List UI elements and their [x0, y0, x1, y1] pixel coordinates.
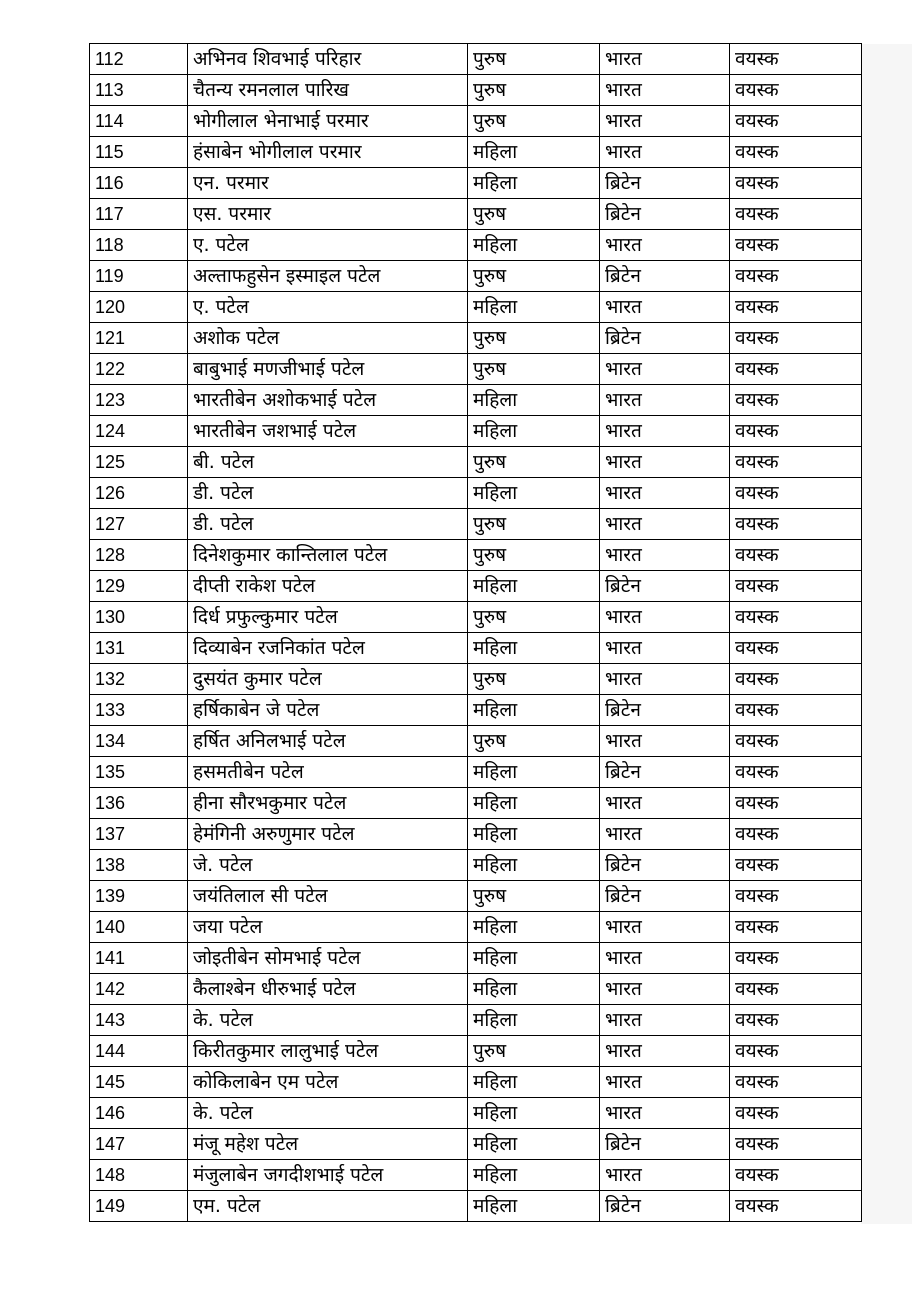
age-category-cell: वयस्क	[730, 850, 862, 881]
person-name: हर्षित अनिलभाई पटेल	[188, 726, 468, 757]
country-cell: भारत	[600, 106, 730, 137]
table-row	[90, 602, 862, 633]
row-number: 113	[90, 75, 188, 106]
age-category-cell: वयस्क	[730, 44, 862, 75]
row-number: 131	[90, 633, 188, 664]
row-number: 148	[90, 1160, 188, 1191]
country-cell: ब्रिटेन	[600, 881, 730, 912]
row-number: 129	[90, 571, 188, 602]
age-category-cell: वयस्क	[730, 416, 862, 447]
gender-cell: पुरुष	[468, 323, 600, 354]
table-row	[90, 540, 862, 571]
person-name: जे. पटेल	[188, 850, 468, 881]
person-name: भारतीबेन जशभाई पटेल	[188, 416, 468, 447]
table-row	[90, 1098, 862, 1129]
row-number: 137	[90, 819, 188, 850]
table-row	[90, 323, 862, 354]
table-row	[90, 633, 862, 664]
country-cell: भारत	[600, 385, 730, 416]
country-cell: भारत	[600, 416, 730, 447]
country-cell: ब्रिटेन	[600, 1191, 730, 1222]
country-cell: ब्रिटेन	[600, 168, 730, 199]
country-cell: भारत	[600, 912, 730, 943]
gender-cell: महिला	[468, 819, 600, 850]
row-number: 146	[90, 1098, 188, 1129]
row-number: 127	[90, 509, 188, 540]
table-row	[90, 974, 862, 1005]
gender-cell: महिला	[468, 571, 600, 602]
country-cell: भारत	[600, 1160, 730, 1191]
gender-cell: महिला	[468, 292, 600, 323]
country-cell: भारत	[600, 1005, 730, 1036]
row-number: 122	[90, 354, 188, 385]
country-cell: भारत	[600, 230, 730, 261]
table-row	[90, 695, 862, 726]
person-name: अभिनव शिवभाई परिहार	[188, 44, 468, 75]
age-category-cell: वयस्क	[730, 106, 862, 137]
age-category-cell: वयस्क	[730, 354, 862, 385]
country-cell: भारत	[600, 819, 730, 850]
age-category-cell: वयस्क	[730, 974, 862, 1005]
gender-cell: महिला	[468, 1005, 600, 1036]
gender-cell: पुरुष	[468, 1036, 600, 1067]
gender-cell: महिला	[468, 912, 600, 943]
age-category-cell: वयस्क	[730, 1160, 862, 1191]
table-row	[90, 447, 862, 478]
table-row	[90, 571, 862, 602]
table-row	[90, 1036, 862, 1067]
country-cell: भारत	[600, 354, 730, 385]
person-name: बी. पटेल	[188, 447, 468, 478]
gender-cell: पुरुष	[468, 602, 600, 633]
country-cell: भारत	[600, 1036, 730, 1067]
country-cell: भारत	[600, 1067, 730, 1098]
gender-cell: पुरुष	[468, 447, 600, 478]
person-name: चैतन्य रमनलाल पारिख	[188, 75, 468, 106]
gender-cell: महिला	[468, 416, 600, 447]
person-name: जया पटेल	[188, 912, 468, 943]
row-number: 112	[90, 44, 188, 75]
person-name: ए. पटेल	[188, 292, 468, 323]
row-number: 119	[90, 261, 188, 292]
row-number: 125	[90, 447, 188, 478]
gender-cell: महिला	[468, 974, 600, 1005]
country-cell: भारत	[600, 137, 730, 168]
age-category-cell: वयस्क	[730, 695, 862, 726]
table-row	[90, 75, 862, 106]
country-cell: ब्रिटेन	[600, 571, 730, 602]
person-name: हंसाबेन भोगीलाल परमार	[188, 137, 468, 168]
gender-cell: महिला	[468, 1160, 600, 1191]
row-number: 130	[90, 602, 188, 633]
age-category-cell: वयस्क	[730, 602, 862, 633]
table-row	[90, 509, 862, 540]
gender-cell: महिला	[468, 943, 600, 974]
row-number: 138	[90, 850, 188, 881]
age-category-cell: वयस्क	[730, 540, 862, 571]
row-number: 145	[90, 1067, 188, 1098]
scan-edge-shading	[861, 44, 912, 1224]
table-row	[90, 1160, 862, 1191]
person-name: एम. पटेल	[188, 1191, 468, 1222]
row-number: 121	[90, 323, 188, 354]
age-category-cell: वयस्क	[730, 509, 862, 540]
gender-cell: महिला	[468, 695, 600, 726]
person-name: कोकिलाबेन एम पटेल	[188, 1067, 468, 1098]
row-number: 116	[90, 168, 188, 199]
gender-cell: पुरुष	[468, 664, 600, 695]
table-row	[90, 230, 862, 261]
age-category-cell: वयस्क	[730, 571, 862, 602]
country-cell: ब्रिटेन	[600, 757, 730, 788]
gender-cell: पुरुष	[468, 199, 600, 230]
row-number: 128	[90, 540, 188, 571]
age-category-cell: वयस्क	[730, 1036, 862, 1067]
table-row	[90, 1067, 862, 1098]
age-category-cell: वयस्क	[730, 943, 862, 974]
row-number: 126	[90, 478, 188, 509]
table-row	[90, 385, 862, 416]
age-category-cell: वयस्क	[730, 199, 862, 230]
gender-cell: महिला	[468, 230, 600, 261]
table-row	[90, 106, 862, 137]
person-name: डी. पटेल	[188, 478, 468, 509]
age-category-cell: वयस्क	[730, 137, 862, 168]
gender-cell: महिला	[468, 1098, 600, 1129]
person-name: दिनेशकुमार कान्तिलाल पटेल	[188, 540, 468, 571]
gender-cell: महिला	[468, 633, 600, 664]
row-number: 120	[90, 292, 188, 323]
person-name: बाबुभाई मणजीभाई पटेल	[188, 354, 468, 385]
table-row	[90, 168, 862, 199]
row-number: 132	[90, 664, 188, 695]
age-category-cell: वयस्क	[730, 1067, 862, 1098]
table-row	[90, 788, 862, 819]
gender-cell: पुरुष	[468, 509, 600, 540]
row-number: 139	[90, 881, 188, 912]
person-name: हेमंगिनी अरुणुमार पटेल	[188, 819, 468, 850]
age-category-cell: वयस्क	[730, 230, 862, 261]
table-row	[90, 850, 862, 881]
table-row	[90, 1191, 862, 1222]
table-row	[90, 137, 862, 168]
gender-cell: महिला	[468, 850, 600, 881]
age-category-cell: वयस्क	[730, 261, 862, 292]
table-row	[90, 943, 862, 974]
age-category-cell: वयस्क	[730, 881, 862, 912]
gender-cell: पुरुष	[468, 881, 600, 912]
person-name: दुसयंत कुमार पटेल	[188, 664, 468, 695]
gender-cell: महिला	[468, 137, 600, 168]
person-name: के. पटेल	[188, 1098, 468, 1129]
records-table	[89, 43, 862, 1222]
person-name: दिव्याबेन रजनिकांत पटेल	[188, 633, 468, 664]
person-name: भारतीबेन अशोकभाई पटेल	[188, 385, 468, 416]
country-cell: भारत	[600, 1098, 730, 1129]
age-category-cell: वयस्क	[730, 912, 862, 943]
person-name: एन. परमार	[188, 168, 468, 199]
person-name: कैलाश्बेन धीरुभाई पटेल	[188, 974, 468, 1005]
country-cell: ब्रिटेन	[600, 1129, 730, 1160]
person-name: भोगीलाल भेनाभाई परमार	[188, 106, 468, 137]
table-row	[90, 354, 862, 385]
country-cell: भारत	[600, 540, 730, 571]
age-category-cell: वयस्क	[730, 819, 862, 850]
gender-cell: महिला	[468, 1191, 600, 1222]
row-number: 134	[90, 726, 188, 757]
age-category-cell: वयस्क	[730, 447, 862, 478]
row-number: 114	[90, 106, 188, 137]
gender-cell: महिला	[468, 168, 600, 199]
country-cell: ब्रिटेन	[600, 695, 730, 726]
country-cell: ब्रिटेन	[600, 323, 730, 354]
person-name: हीना सौरभकुमार पटेल	[188, 788, 468, 819]
row-number: 118	[90, 230, 188, 261]
gender-cell: पुरुष	[468, 75, 600, 106]
age-category-cell: वयस्क	[730, 168, 862, 199]
person-name: अल्ताफहुसेन इस्माइल पटेल	[188, 261, 468, 292]
age-category-cell: वयस्क	[730, 1191, 862, 1222]
gender-cell: पुरुष	[468, 354, 600, 385]
gender-cell: महिला	[468, 757, 600, 788]
country-cell: भारत	[600, 447, 730, 478]
table-row	[90, 819, 862, 850]
gender-cell: महिला	[468, 788, 600, 819]
country-cell: भारत	[600, 633, 730, 664]
country-cell: भारत	[600, 292, 730, 323]
age-category-cell: वयस्क	[730, 1005, 862, 1036]
row-number: 135	[90, 757, 188, 788]
person-name: के. पटेल	[188, 1005, 468, 1036]
table-row	[90, 1129, 862, 1160]
age-category-cell: वयस्क	[730, 292, 862, 323]
country-cell: भारत	[600, 478, 730, 509]
row-number: 123	[90, 385, 188, 416]
table-row	[90, 664, 862, 695]
row-number: 142	[90, 974, 188, 1005]
person-name: एस. परमार	[188, 199, 468, 230]
age-category-cell: वयस्क	[730, 1129, 862, 1160]
table-row	[90, 881, 862, 912]
table-row	[90, 261, 862, 292]
person-name: मंजुलाबेन जगदीशभाई पटेल	[188, 1160, 468, 1191]
age-category-cell: वयस्क	[730, 788, 862, 819]
age-category-cell: वयस्क	[730, 478, 862, 509]
row-number: 144	[90, 1036, 188, 1067]
age-category-cell: वयस्क	[730, 664, 862, 695]
person-name: अशोक पटेल	[188, 323, 468, 354]
table-row	[90, 726, 862, 757]
age-category-cell: वयस्क	[730, 323, 862, 354]
row-number: 124	[90, 416, 188, 447]
country-cell: ब्रिटेन	[600, 261, 730, 292]
row-number: 115	[90, 137, 188, 168]
row-number: 149	[90, 1191, 188, 1222]
person-name: डी. पटेल	[188, 509, 468, 540]
row-number: 140	[90, 912, 188, 943]
age-category-cell: वयस्क	[730, 757, 862, 788]
gender-cell: पुरुष	[468, 726, 600, 757]
records-table-body	[90, 44, 862, 1222]
table-row	[90, 912, 862, 943]
row-number: 147	[90, 1129, 188, 1160]
gender-cell: महिला	[468, 1129, 600, 1160]
person-name: दिर्ध प्रफुल्कुमार पटेल	[188, 602, 468, 633]
row-number: 143	[90, 1005, 188, 1036]
row-number: 136	[90, 788, 188, 819]
country-cell: भारत	[600, 44, 730, 75]
country-cell: भारत	[600, 602, 730, 633]
table-row	[90, 44, 862, 75]
person-name: हसमतीबेन पटेल	[188, 757, 468, 788]
gender-cell: पुरुष	[468, 261, 600, 292]
country-cell: भारत	[600, 664, 730, 695]
country-cell: भारत	[600, 509, 730, 540]
country-cell: ब्रिटेन	[600, 850, 730, 881]
row-number: 141	[90, 943, 188, 974]
person-name: दीप्ती राकेश पटेल	[188, 571, 468, 602]
row-number: 133	[90, 695, 188, 726]
country-cell: भारत	[600, 974, 730, 1005]
gender-cell: महिला	[468, 385, 600, 416]
age-category-cell: वयस्क	[730, 1098, 862, 1129]
table-row	[90, 478, 862, 509]
person-name: जयंतिलाल सी पटेल	[188, 881, 468, 912]
country-cell: भारत	[600, 788, 730, 819]
country-cell: भारत	[600, 75, 730, 106]
country-cell: भारत	[600, 943, 730, 974]
age-category-cell: वयस्क	[730, 385, 862, 416]
country-cell: ब्रिटेन	[600, 199, 730, 230]
person-name: मंजू महेश पटेल	[188, 1129, 468, 1160]
gender-cell: महिला	[468, 1067, 600, 1098]
gender-cell: पुरुष	[468, 44, 600, 75]
person-name: जोइतीबेन सोमभाई पटेल	[188, 943, 468, 974]
row-number: 117	[90, 199, 188, 230]
table-row	[90, 199, 862, 230]
age-category-cell: वयस्क	[730, 633, 862, 664]
table-row	[90, 416, 862, 447]
gender-cell: महिला	[468, 478, 600, 509]
gender-cell: पुरुष	[468, 540, 600, 571]
table-row	[90, 1005, 862, 1036]
gender-cell: पुरुष	[468, 106, 600, 137]
person-name: किरीतकुमार लालुभाई पटेल	[188, 1036, 468, 1067]
person-name: हर्षिकाबेन जे पटेल	[188, 695, 468, 726]
country-cell: भारत	[600, 726, 730, 757]
person-name: ए. पटेल	[188, 230, 468, 261]
age-category-cell: वयस्क	[730, 75, 862, 106]
table-row	[90, 757, 862, 788]
age-category-cell: वयस्क	[730, 726, 862, 757]
table-row	[90, 292, 862, 323]
